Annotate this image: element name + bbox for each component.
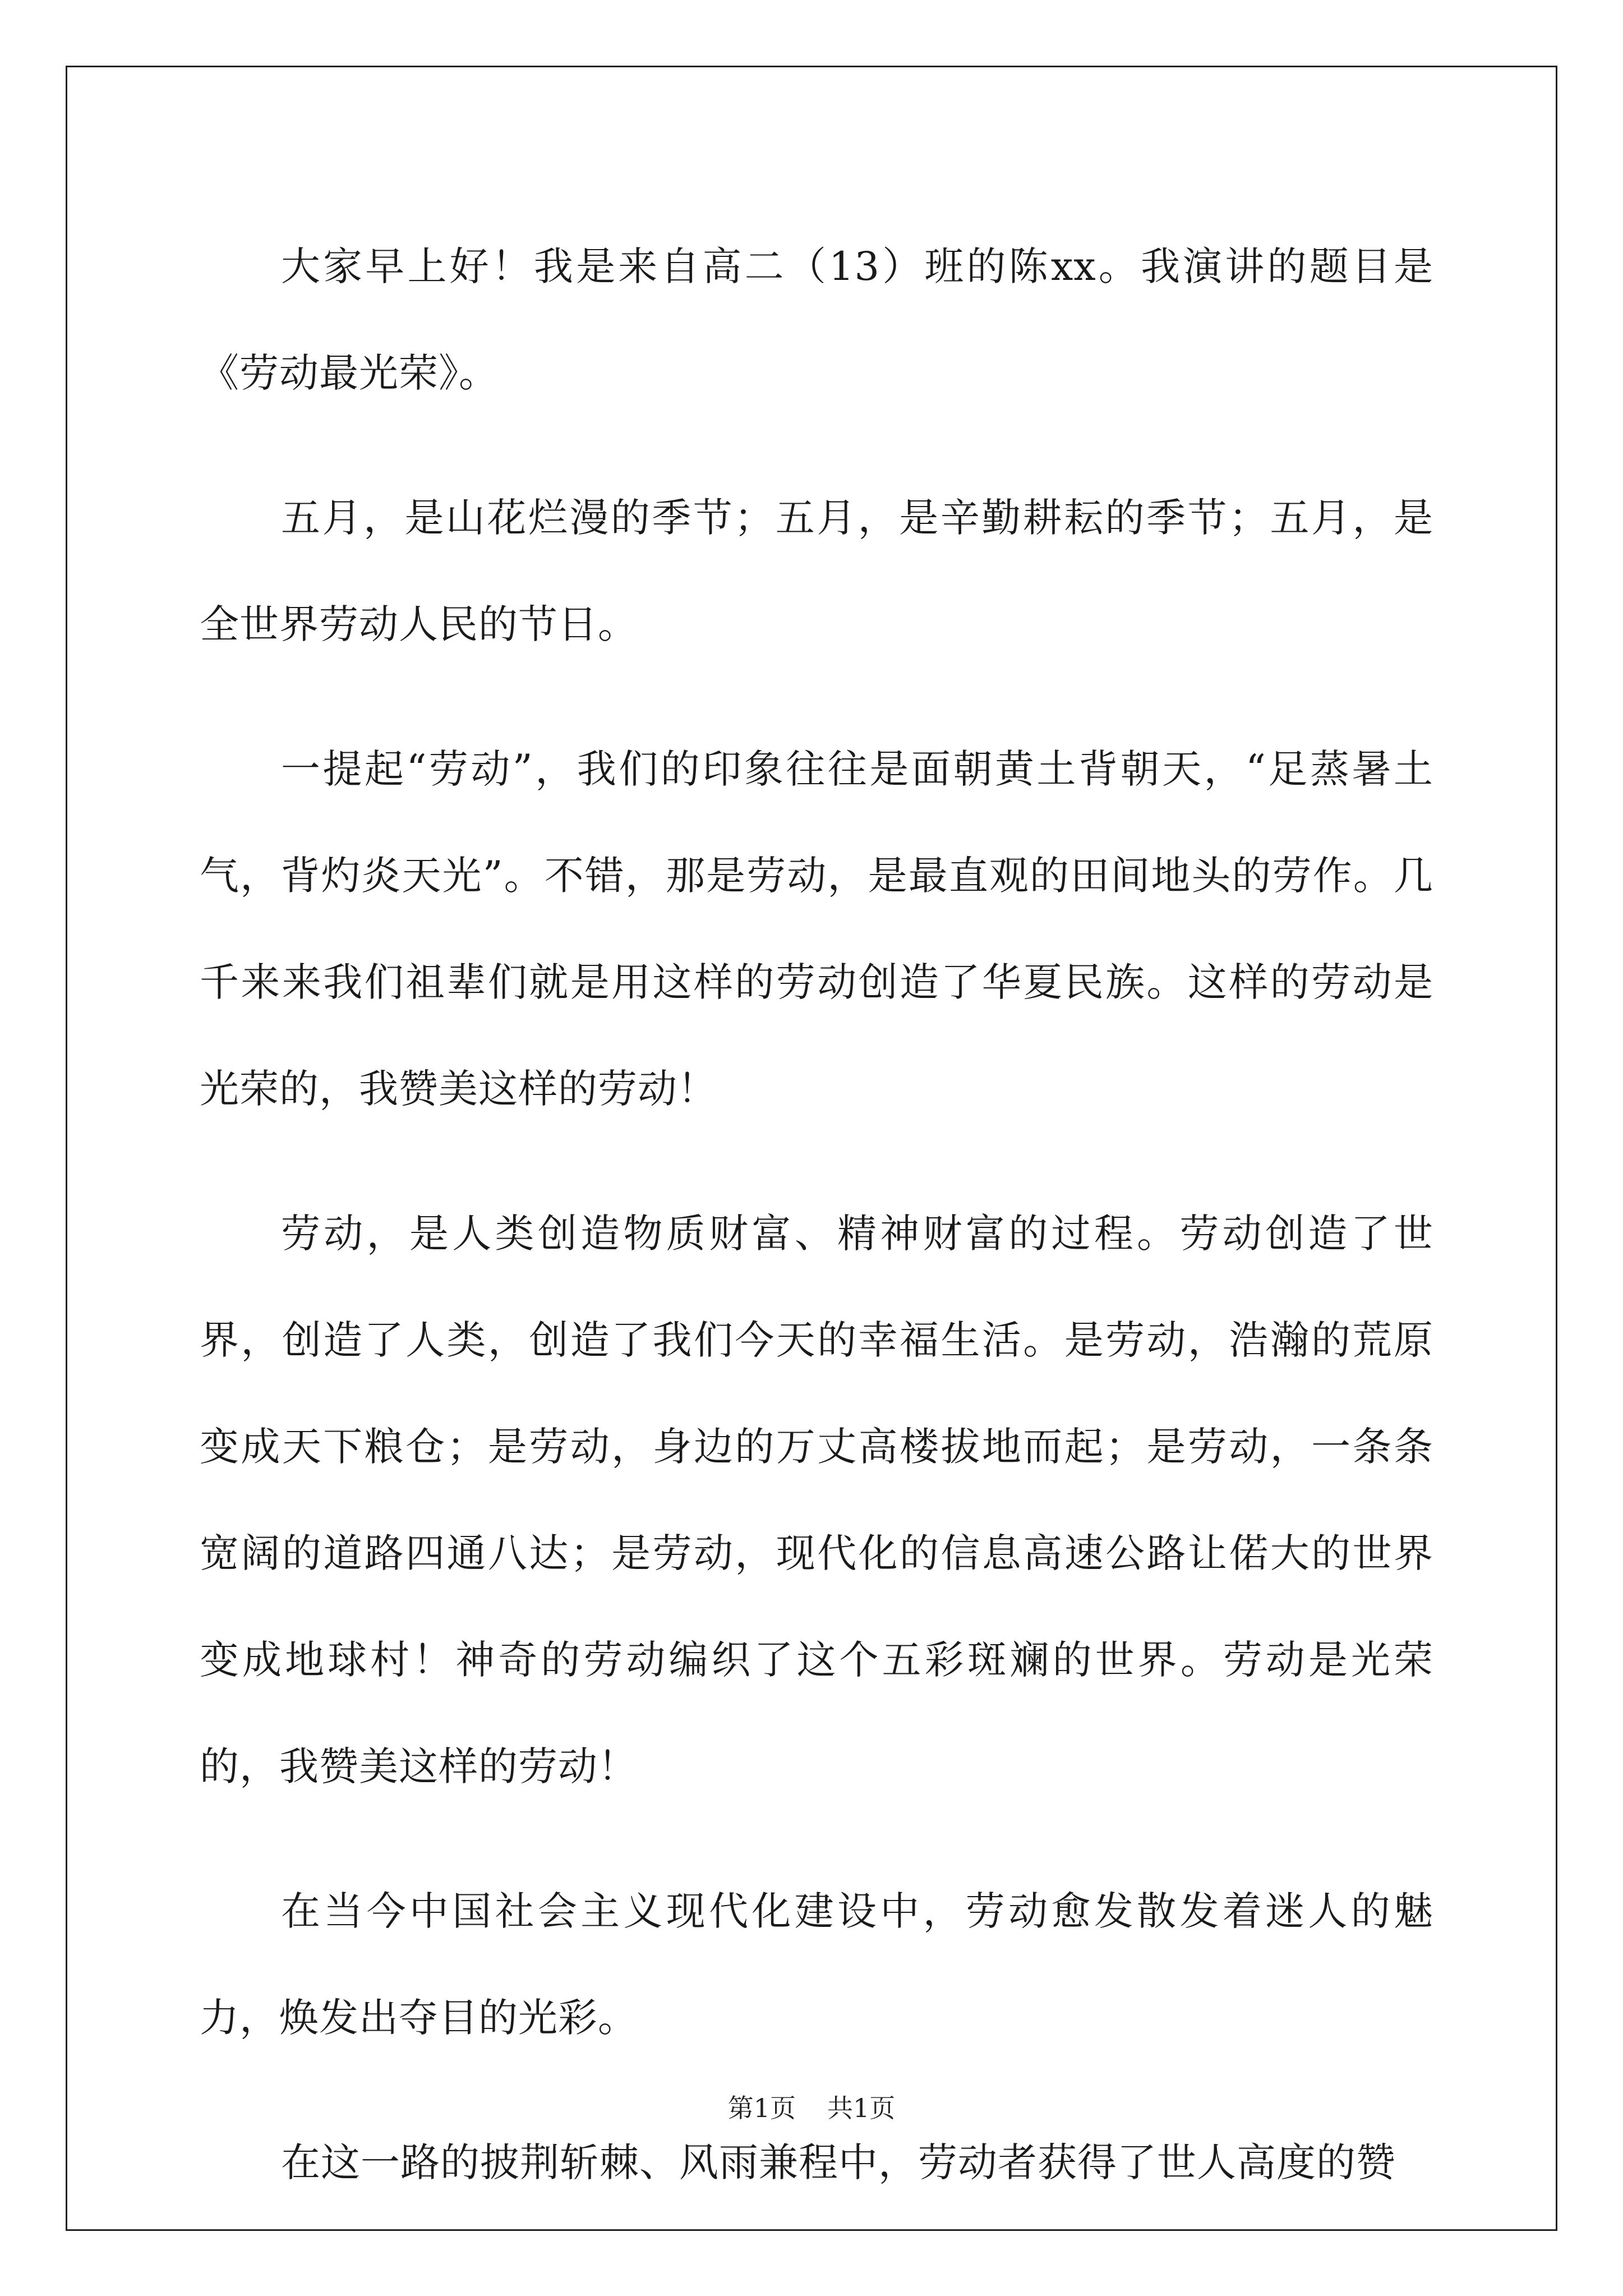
paragraph: 五月，是山花烂漫的季节；五月，是辛勤耕耘的季节；五月，是全世界劳动人民的节日。 (200, 495, 1433, 647)
paragraph: 大家早上好！我是来自高二（13）班的陈xx。我演讲的题目是《劳动最光荣》。 (200, 243, 1433, 396)
paragraph: 劳动，是人类创造物质财富、精神财富的过程。劳动创造了世界，创造了人类，创造了我们今天的幸福生活。是劳动，浩瀚的荒原变成天下粮仓；是劳动，身边的万丈高楼拔地而起；是劳动，一条条宽阔的道路四通八达；是劳动，现代化的信息高速公路让偌大的世界变成地球村！神奇的劳动编织了这个五彩斑斓的世界。劳动是光荣的，我赞美这样的劳动！ (200, 1211, 1433, 1789)
page-number: 第1页 (727, 2093, 796, 2123)
page-total: 共1页 (827, 2093, 896, 2123)
page-footer (0, 2091, 1623, 2125)
document-body (200, 213, 1433, 2254)
paragraph: 在当今中国社会主义现代化建设中，劳动愈发散发着迷人的魅力，焕发出夺目的光彩。 (200, 1888, 1433, 2041)
paragraph: 在这一路的披荆斩棘、风雨兼程中，劳动者获得了世人高度的赞 (281, 2139, 1396, 2185)
paragraph: 一提起“劳动”，我们的印象往往是面朝黄土背朝天，“足蒸暑土气，背灼炎天光”。不错，那是劳动，是最直观的田间地头的劳作。几千来来我们祖辈们就是用这样的劳动创造了华夏民族。这样的劳动是光荣的，我赞美这样的劳动！ (200, 746, 1433, 1112)
